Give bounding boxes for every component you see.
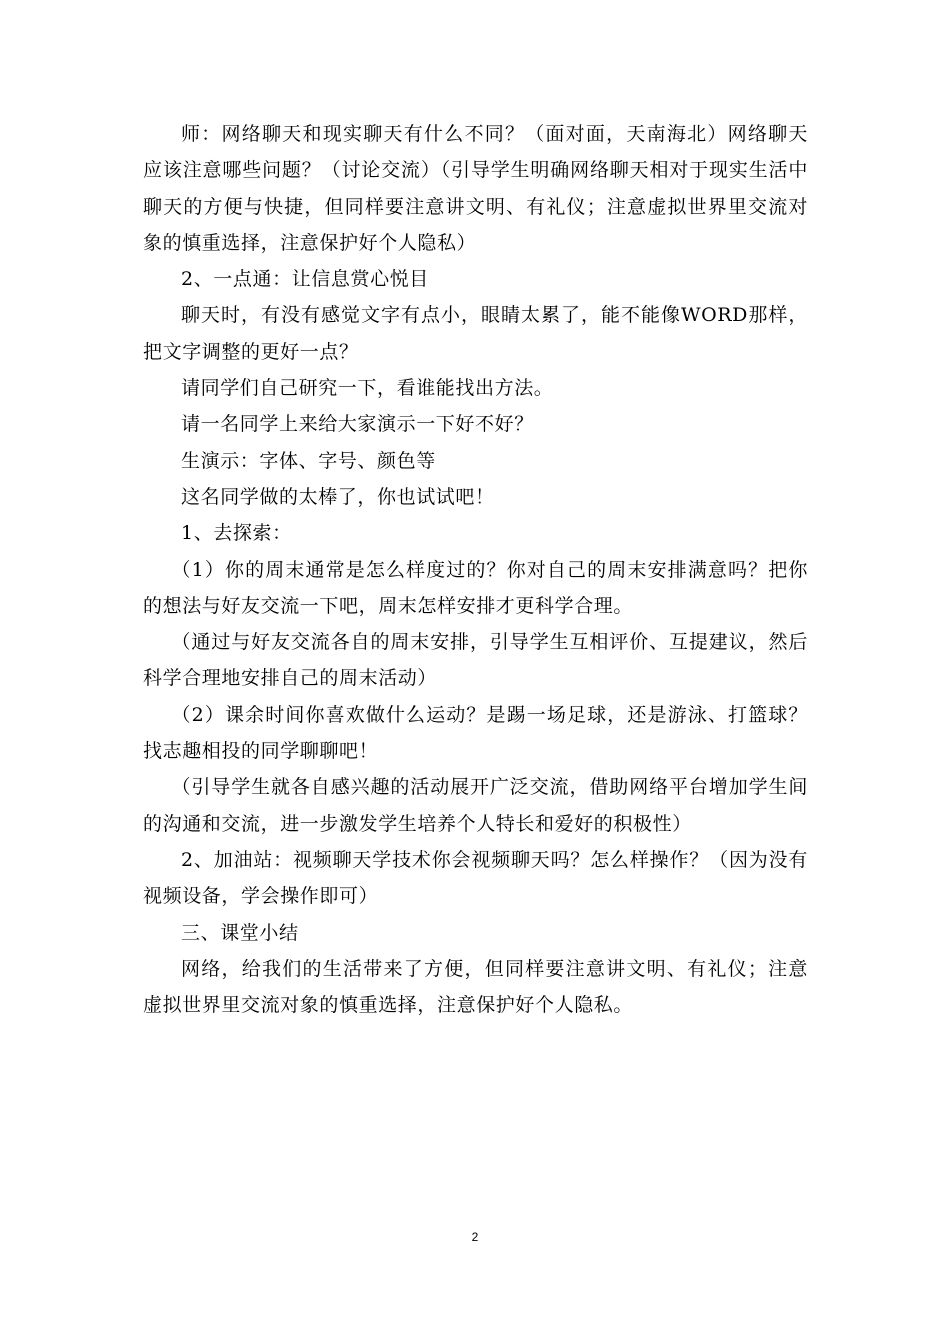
paragraph-student-demo: 生演示：字体、字号、颜色等	[181, 449, 436, 472]
document-body	[143, 116, 808, 1023]
paragraph-teacher-question: 师：网络聊天和现实聊天有什么不同？（面对面，天南海北）网络聊天应该注意哪些问题？（讨论交流）（引导学生明确网络聊天相对于现实生活中聊天的方便与快捷，但同样要注意讲文明、有礼仪；注意虚拟世界里交流对象的慎重选择，注意保护好个人隐私）	[143, 123, 808, 254]
paragraph-sport-question: （2）课余时间你喜欢做什么运动？是踢一场足球，还是游泳、打篮球？找志趣相投的同学聊聊吧！	[143, 703, 808, 763]
paragraph-sport-note: （引导学生就各自感兴趣的活动展开广泛交流，借助网络平台增加学生间的沟通和交流，进一步激发学生培养个人特长和爱好的积极性）	[143, 776, 808, 835]
paragraph-demo-request: 请一名同学上来给大家演示一下好不好？	[181, 413, 534, 436]
page-number: 2	[471, 1230, 479, 1244]
paragraph-section-summary: 三、课堂小结	[181, 921, 299, 944]
paragraph-font-question: 聊天时，有没有感觉文字有点小，眼睛太累了，能不能像WORD那样，把文字调整的更好一点？	[143, 304, 808, 363]
paragraph-section-explore: 1、去探索：	[181, 522, 292, 545]
paragraph-praise: 这名同学做的太棒了，你也试试吧！	[181, 485, 495, 508]
paragraph-summary-text: 网络，给我们的生活带来了方便，但同样要注意讲文明、有礼仪；注意虚拟世界里交流对象的慎重选择，注意保护好个人隐私。	[143, 957, 808, 1017]
paragraph-weekend-question: （1）你的周末通常是怎么样度过的？你对自己的周末安排满意吗？把你的想法与好友交流一下吧，周末怎样安排才更科学合理。	[143, 558, 808, 617]
paragraph-section-video-chat: 2、加油站：视频聊天学技术你会视频聊天吗？怎么样操作？（因为没有视频设备，学会操作即可）	[143, 848, 808, 908]
paragraph-section-yidiantong: 2、一点通：让信息赏心悦目	[181, 268, 429, 291]
paragraph-self-study: 请同学们自己研究一下，看谁能找出方法。	[181, 377, 554, 400]
paragraph-weekend-note: （通过与好友交流各自的周末安排，引导学生互相评价、互提建议，然后科学合理地安排自己的周末活动）	[143, 631, 808, 690]
